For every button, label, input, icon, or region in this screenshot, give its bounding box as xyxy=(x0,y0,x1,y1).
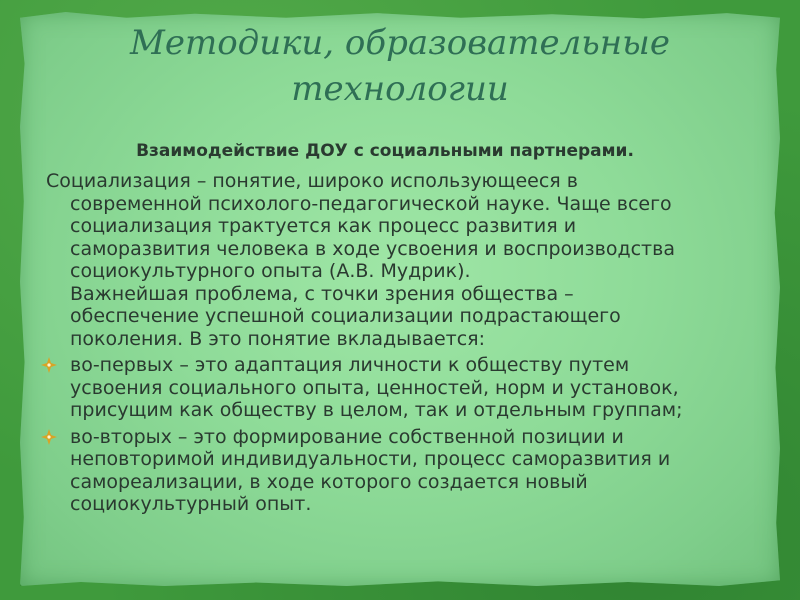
bullet-line: во-вторых – это формирование собственной позиции и xyxy=(70,425,624,448)
title-line-1: Методики, образовательные xyxy=(130,23,670,63)
intro-paragraph xyxy=(40,170,770,350)
title-line-2: технологии xyxy=(291,69,509,109)
bullet-line: присущим как обществу в целом, так и отдельным группам; xyxy=(70,399,683,421)
paragraph-line: обеспечение успешной социализации подрастающего xyxy=(70,305,621,327)
bullet-line: социокультурный опыт. xyxy=(70,493,312,515)
diamond-bullet-icon xyxy=(40,428,58,446)
slide-title xyxy=(0,20,800,112)
slide-subtitle: Взаимодействие ДОУ с социальными партнерами. xyxy=(136,141,634,161)
bullet-line: самореализации, в ходе которого создается новый xyxy=(70,470,588,493)
bullet-line: усвоения социального опыта, ценностей, норм и установок, xyxy=(70,376,679,399)
paragraph-line: современной психолого-педагогической науке. Чаще всего xyxy=(70,192,672,215)
bullet-item-1 xyxy=(40,354,770,422)
paragraph-line: Социализация – понятие, широко использующееся в xyxy=(40,170,578,192)
paragraph-line: поколения. В это понятие вкладывается: xyxy=(70,327,486,350)
bullet-line: неповторимой индивидуальности, процесс саморазвития и xyxy=(70,448,671,470)
bullet-item-2 xyxy=(40,426,770,516)
paragraph-line: социализация трактуется как процесс развития и xyxy=(70,215,577,237)
slide-content xyxy=(40,140,770,516)
paragraph-line: саморазвития человека в ходе усвоения и воспроизводства xyxy=(70,237,675,260)
paragraph-line: социокультурного опыта (А.В. Мудрик). xyxy=(70,260,471,282)
paragraph-line: Важнейшая проблема, с точки зрения общества – xyxy=(70,282,574,305)
bullet-line: во-первых – это адаптация личности к обществу путем xyxy=(70,354,630,376)
diamond-bullet-icon xyxy=(40,356,58,374)
